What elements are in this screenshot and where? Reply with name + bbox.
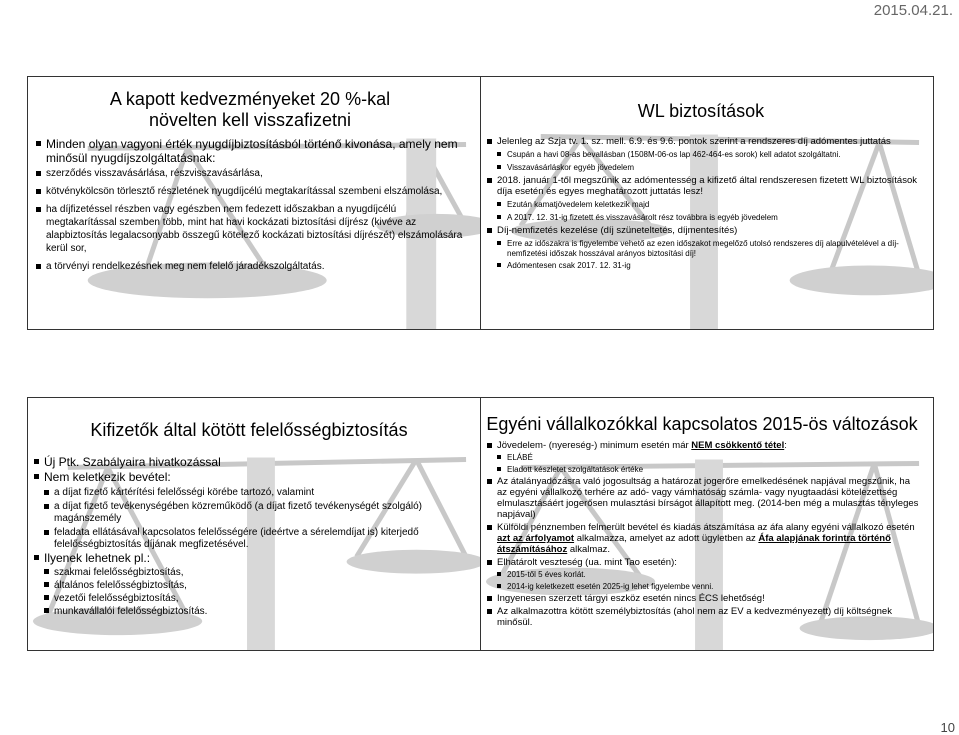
date-label: 2015.04.21. <box>873 2 953 19</box>
list-item: Új Ptk. Szabályaira hivatkozással <box>32 455 466 470</box>
list-item: 2015-től 5 éves korlát. <box>485 570 919 580</box>
emphasis-text: azt az árfolyamot <box>497 533 575 544</box>
slide-1-list <box>34 137 466 273</box>
list-item: kötvénykölcsön törlesztő részletének nyugdíjcélú megtakarítással szembeni elszámolása, <box>34 185 466 198</box>
list-item: a díjat fizető tevékenységében közreműködő (a díjat fizető tevékenységét szolgáló) magánszemély <box>32 501 466 525</box>
list-item <box>485 440 919 451</box>
list-item: Jelenleg az Szja tv. 1. sz. mell. 6.9. és 9.6. pontok szerint a rendszeres díj adómentes juttatás <box>485 136 917 147</box>
list-item: Ezután kamatjövedelem keletkezik majd <box>485 200 917 210</box>
list-item <box>485 522 919 555</box>
list-item: a díjat fizető kártérítési felelősségi körébe tartozó, valamint <box>32 487 466 499</box>
slide-1-title: A kapott kedvezményeket 20 %-kal növelten kell visszafizetni <box>109 89 391 130</box>
list-item: szakmai felelősségbiztosítás, <box>32 566 466 579</box>
list-item: Az átalányadózásra való jogosultság a határozat jogerőre emelkedésének napjával megszűnik, ha az egyéni vállalkozó terhére az adó- vagy vámhatóság számla- vagy nyugtaadási kötelezettség elmulasztásáért jogerősen mulasztási bírságot állapított meg. (2014-ben még a mulasztás tényleges napjával) <box>485 476 919 520</box>
emphasis-text: Áfa alapjának forintra történő átszámításához <box>497 533 891 555</box>
slide-1 <box>27 76 481 330</box>
list-item: szerződés visszavásárlása, részvisszavásárlása, <box>34 167 466 180</box>
list-item: feladata ellátásával kapcsolatos felelősségére (ideértve a sérelemdíjat is) kiterjedő felelősségbiztosítás díjának megfizetésével. <box>32 527 466 551</box>
list-item: Díj-nemfizetés kezelése (díj szüneteltetés, díjmentesítés) <box>485 225 917 236</box>
list-item: ha díjfizetéssel részben vagy egészben nem fedezett időszakban a nyugdíjcélú megtakarítással szemben több, mint hat havi kockázati biztosítási díjrész (kivéve az alapbiztosítás legalacsonyabb összegű kötelező kockázati biztosítási díjrészét) elszámolására kerül sor, <box>34 203 466 255</box>
slide-2 <box>480 76 934 330</box>
slide-3-list <box>32 455 466 618</box>
list-item: 2018. január 1-től megszűnik az adómentesség a kifizető által rendszeresen fizetett WL biztosítások díja esetén és egyes meghatározott juttatás lesz! <box>485 175 917 197</box>
slide-4-list <box>485 440 919 628</box>
list-item: Erre az időszakra is figyelembe vehető az ezen időszakot megelőző utolsó rendszeres díj alapulvételével a díj-nemfizetési időszak hosszával arányos biztosítási díj! <box>485 239 917 258</box>
list-item: Visszavásárláskor egyéb jövedelem <box>485 163 917 173</box>
list-item: Minden olyan vagyoni érték nyugdíjbiztosításból történő kivonása, amely nem minősül nyugdíjszolgáltatásnak: <box>34 137 466 165</box>
slide-2-title: WL biztosítások <box>637 101 765 121</box>
list-item: Ilyenek lehetnek pl.: <box>32 551 466 566</box>
list-item: a törvényi rendelkezésnek meg nem felelő járadékszolgáltatás. <box>34 260 466 273</box>
list-item: 2014-ig keletkezett esetén 2025-ig lehet figyelembe venni. <box>485 582 919 592</box>
emphasis-text: NEM csökkentő tétel <box>691 440 785 451</box>
list-item: Elhatárolt veszteség (ua. mint Tao esetén): <box>485 557 919 568</box>
text-span: Külföldi pénznemben felmerült bevétel és kiadás átszámítása az áfa alany egyéni vállalkozó esetén <box>497 522 915 533</box>
list-item: munkavállalói felelősségbiztosítás. <box>32 605 466 618</box>
list-item: általános felelősségbiztosítás, <box>32 579 466 592</box>
list-item: vezetői felelősségbiztosítás, <box>32 592 466 605</box>
slide-3 <box>27 397 481 651</box>
list-item: Nem keletkezik bevétel: <box>32 470 466 485</box>
list-item: Csupán a havi 08-as bevallásban (1508M-06-os lap 462-464-es sorok) kell adatot szolgáltatni. <box>485 150 917 160</box>
list-item: A 2017. 12. 31-ig fizetett és visszavásárolt rész továbbra is egyéb jövedelem <box>485 213 917 223</box>
slide-3-title: Kifizetők által kötött felelősségbiztosítás <box>90 420 408 440</box>
page-number: 10 <box>940 720 955 735</box>
text-span: alkalmazza, amelyet az adott ügyletben az <box>574 533 759 544</box>
list-item: ELÁBÉ <box>485 453 919 463</box>
slide-4-title: Egyéni vállalkozókkal kapcsolatos 2015-ös változások <box>486 414 918 434</box>
list-item: Adómentesen csak 2017. 12. 31-ig <box>485 261 917 271</box>
slide-4 <box>480 397 934 651</box>
text-span: alkalmaz. <box>567 544 610 555</box>
text-span: : <box>784 440 787 451</box>
slide-2-list <box>485 136 917 271</box>
text-span: Jövedelem- (nyereség-) minimum esetén már <box>497 440 692 451</box>
list-item: Ingyenesen szerzett tárgyi eszköz esetén nincs ÉCS lehetőség! <box>485 593 919 604</box>
list-item: Eladott készletet szolgáltatások értéke <box>485 465 919 475</box>
list-item: Az alkalmazottra kötött személybiztosítás (ahol nem az EV a kedvezményezett) díj költségnek minősül. <box>485 606 919 628</box>
